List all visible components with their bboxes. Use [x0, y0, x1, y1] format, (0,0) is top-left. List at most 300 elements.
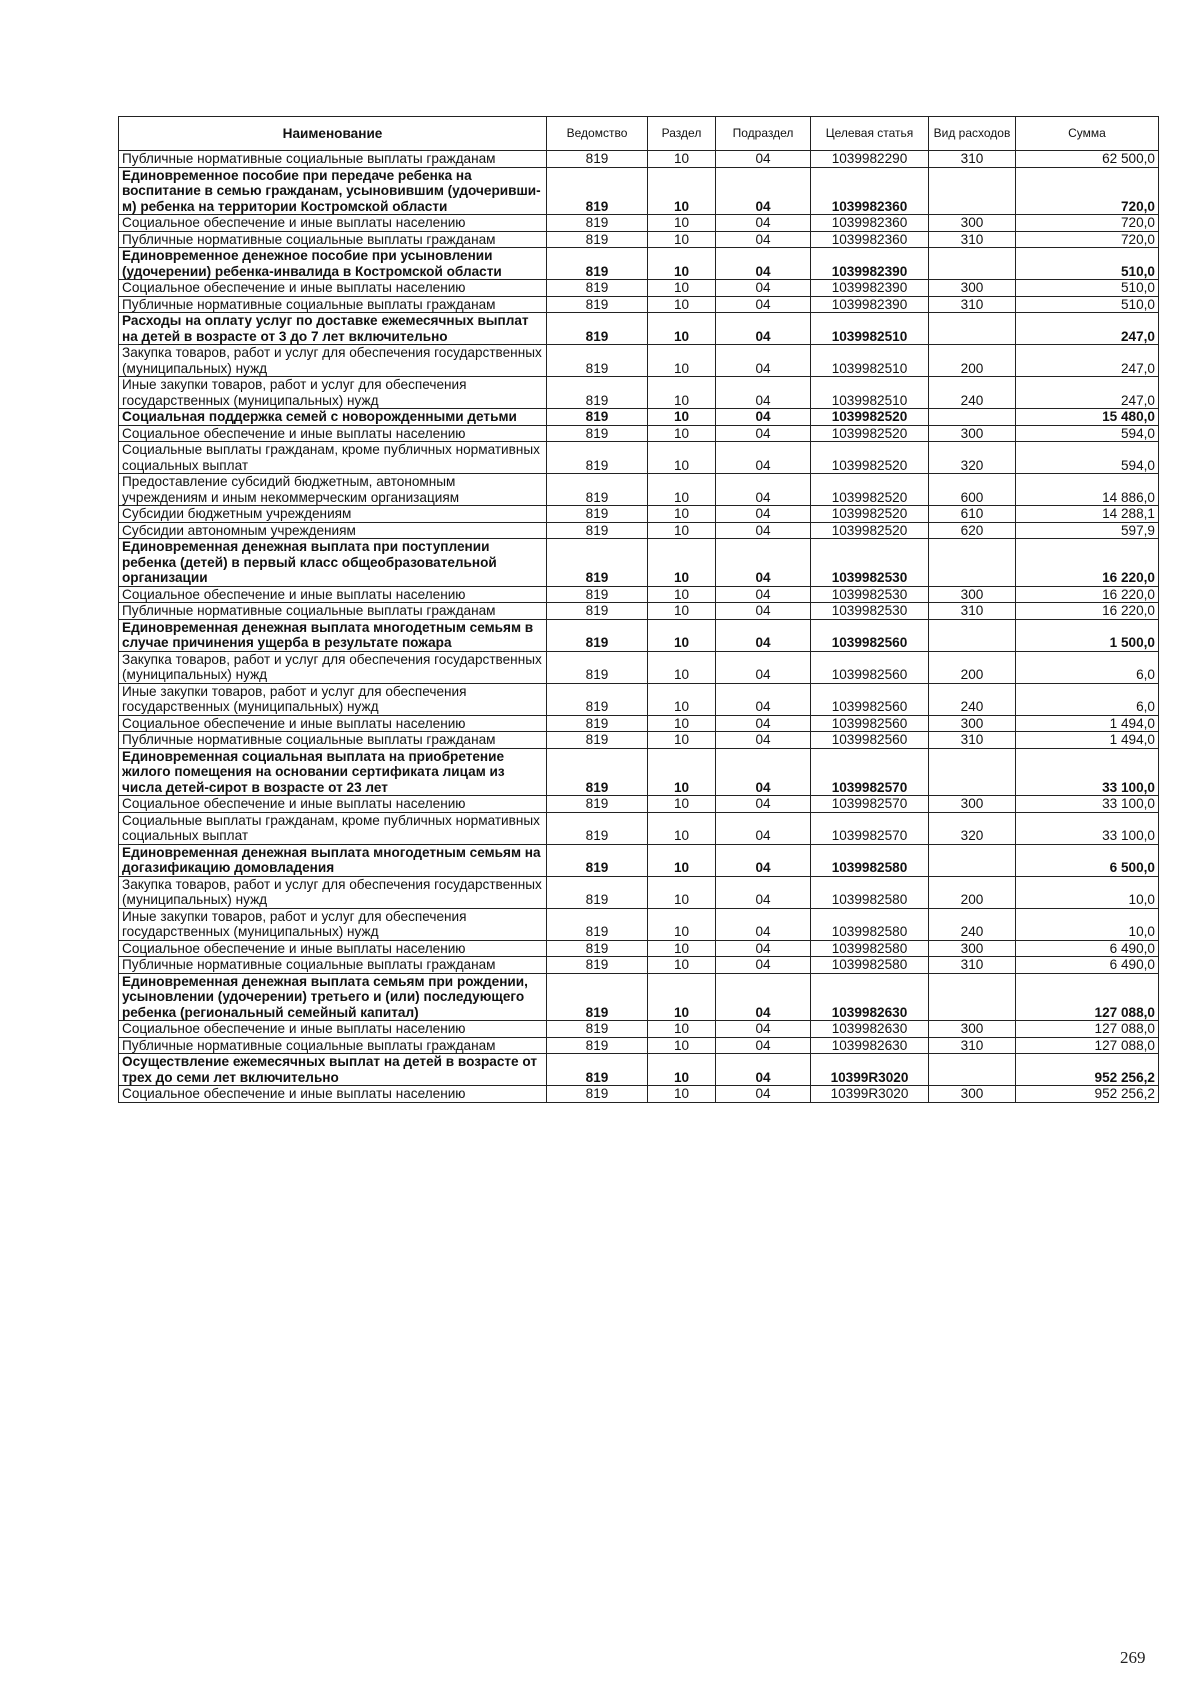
- cell-section: 10: [648, 1054, 716, 1086]
- table-row: [119, 973, 1159, 1021]
- cell-name: Социальные выплаты гражданам, кроме публичных нормативных социальных выплат: [119, 812, 547, 844]
- table-row: [119, 1054, 1159, 1086]
- cell-kind: 310: [929, 1037, 1016, 1054]
- cell-article: 1039982580: [811, 908, 929, 940]
- cell-dept: 819: [547, 425, 648, 442]
- cell-kind: [929, 619, 1016, 651]
- cell-kind: 300: [929, 940, 1016, 957]
- cell-article: 1039982560: [811, 683, 929, 715]
- cell-article: 1039982520: [811, 425, 929, 442]
- cell-kind: 300: [929, 280, 1016, 297]
- cell-name: Субсидии бюджетным учреждениям: [119, 506, 547, 523]
- table-header-row: [119, 117, 1159, 151]
- cell-section: 10: [648, 844, 716, 876]
- cell-sum: 33 100,0: [1016, 812, 1159, 844]
- cell-article: 1039982360: [811, 231, 929, 248]
- cell-section: 10: [648, 908, 716, 940]
- cell-kind: 620: [929, 522, 1016, 539]
- cell-dept: 819: [547, 973, 648, 1021]
- cell-article: 1039982510: [811, 345, 929, 377]
- cell-article: 1039982390: [811, 248, 929, 280]
- cell-subsection: 04: [716, 442, 811, 474]
- cell-article: 1039982530: [811, 603, 929, 620]
- cell-dept: 819: [547, 586, 648, 603]
- cell-sum: 127 088,0: [1016, 1021, 1159, 1038]
- cell-section: 10: [648, 442, 716, 474]
- cell-article: 1039982630: [811, 1037, 929, 1054]
- cell-dept: 819: [547, 1086, 648, 1103]
- cell-article: 1039982520: [811, 506, 929, 523]
- cell-section: 10: [648, 876, 716, 908]
- cell-name: Иные закупки товаров, работ и услуг для обеспечения государственных (муниципальных) нужд: [119, 377, 547, 409]
- cell-kind: 300: [929, 215, 1016, 232]
- cell-name: Осуществление ежемесячных выплат на детей в возрасте от трех до семи лет включительно: [119, 1054, 547, 1086]
- cell-sum: 33 100,0: [1016, 748, 1159, 796]
- cell-subsection: 04: [716, 1037, 811, 1054]
- cell-section: 10: [648, 1021, 716, 1038]
- cell-dept: 819: [547, 539, 648, 587]
- cell-section: 10: [648, 522, 716, 539]
- budget-table-sheet: [118, 116, 1158, 1103]
- cell-dept: 819: [547, 248, 648, 280]
- cell-name: Публичные нормативные социальные выплаты гражданам: [119, 603, 547, 620]
- cell-article: 10399R3020: [811, 1054, 929, 1086]
- cell-dept: 819: [547, 732, 648, 749]
- cell-name: Социальные выплаты гражданам, кроме публичных нормативных социальных выплат: [119, 442, 547, 474]
- table-row: [119, 651, 1159, 683]
- cell-article: 1039982530: [811, 586, 929, 603]
- cell-subsection: 04: [716, 377, 811, 409]
- table-row: [119, 796, 1159, 813]
- header-name: Наименование: [119, 117, 547, 151]
- cell-subsection: 04: [716, 844, 811, 876]
- cell-dept: 819: [547, 151, 648, 168]
- cell-subsection: 04: [716, 345, 811, 377]
- cell-sum: 127 088,0: [1016, 973, 1159, 1021]
- header-subsection: Подраздел: [716, 117, 811, 151]
- cell-section: 10: [648, 1086, 716, 1103]
- cell-name: Публичные нормативные социальные выплаты гражданам: [119, 151, 547, 168]
- cell-sum: 6 500,0: [1016, 844, 1159, 876]
- table-row: [119, 442, 1159, 474]
- cell-subsection: 04: [716, 908, 811, 940]
- cell-article: 1039982560: [811, 715, 929, 732]
- cell-article: 1039982570: [811, 812, 929, 844]
- cell-section: 10: [648, 796, 716, 813]
- cell-sum: 16 220,0: [1016, 586, 1159, 603]
- cell-dept: 819: [547, 409, 648, 426]
- cell-article: 1039982390: [811, 296, 929, 313]
- cell-sum: 6,0: [1016, 651, 1159, 683]
- table-row: [119, 683, 1159, 715]
- cell-name: Социальная поддержка семей с новорожденными детьми: [119, 409, 547, 426]
- cell-article: 1039982560: [811, 732, 929, 749]
- cell-sum: 1 500,0: [1016, 619, 1159, 651]
- cell-kind: 240: [929, 377, 1016, 409]
- cell-section: 10: [648, 748, 716, 796]
- cell-subsection: 04: [716, 1086, 811, 1103]
- cell-section: 10: [648, 377, 716, 409]
- cell-kind: [929, 973, 1016, 1021]
- cell-section: 10: [648, 474, 716, 506]
- header-article: Целевая статья: [811, 117, 929, 151]
- cell-kind: [929, 539, 1016, 587]
- cell-name: Социальное обеспечение и иные выплаты населению: [119, 940, 547, 957]
- table-row: [119, 506, 1159, 523]
- cell-article: 1039982290: [811, 151, 929, 168]
- cell-section: 10: [648, 715, 716, 732]
- table-row: [119, 1086, 1159, 1103]
- cell-subsection: 04: [716, 732, 811, 749]
- cell-kind: 300: [929, 425, 1016, 442]
- cell-kind: 310: [929, 957, 1016, 974]
- cell-dept: 819: [547, 522, 648, 539]
- cell-sum: 10,0: [1016, 908, 1159, 940]
- cell-name: Социальное обеспечение и иные выплаты населению: [119, 796, 547, 813]
- cell-kind: 300: [929, 715, 1016, 732]
- cell-sum: 510,0: [1016, 280, 1159, 297]
- cell-article: 1039982560: [811, 651, 929, 683]
- cell-name: Закупка товаров, работ и услуг для обеспечения государственных (муниципальных) нужд: [119, 345, 547, 377]
- cell-subsection: 04: [716, 940, 811, 957]
- cell-dept: 819: [547, 940, 648, 957]
- cell-article: 1039982580: [811, 876, 929, 908]
- cell-article: 1039982510: [811, 377, 929, 409]
- cell-sum: 15 480,0: [1016, 409, 1159, 426]
- cell-sum: 247,0: [1016, 377, 1159, 409]
- cell-section: 10: [648, 651, 716, 683]
- cell-article: 1039982630: [811, 973, 929, 1021]
- cell-dept: 819: [547, 908, 648, 940]
- cell-subsection: 04: [716, 215, 811, 232]
- cell-subsection: 04: [716, 957, 811, 974]
- table-row: [119, 715, 1159, 732]
- cell-subsection: 04: [716, 1054, 811, 1086]
- cell-kind: [929, 313, 1016, 345]
- cell-section: 10: [648, 345, 716, 377]
- cell-section: 10: [648, 280, 716, 297]
- cell-dept: 819: [547, 1037, 648, 1054]
- table-row: [119, 522, 1159, 539]
- cell-kind: [929, 167, 1016, 215]
- cell-name: Закупка товаров, работ и услуг для обеспечения государственных (муниципальных) нужд: [119, 651, 547, 683]
- table-row: [119, 1037, 1159, 1054]
- cell-article: 1039982510: [811, 313, 929, 345]
- cell-dept: 819: [547, 231, 648, 248]
- cell-name: Социальное обеспечение и иные выплаты населению: [119, 586, 547, 603]
- cell-section: 10: [648, 619, 716, 651]
- cell-subsection: 04: [716, 748, 811, 796]
- table-row: [119, 313, 1159, 345]
- table-row: [119, 151, 1159, 168]
- cell-kind: 240: [929, 908, 1016, 940]
- cell-section: 10: [648, 603, 716, 620]
- cell-article: 1039982570: [811, 796, 929, 813]
- cell-name: Социальное обеспечение и иные выплаты населению: [119, 280, 547, 297]
- cell-subsection: 04: [716, 313, 811, 345]
- cell-article: 1039982520: [811, 409, 929, 426]
- cell-sum: 62 500,0: [1016, 151, 1159, 168]
- cell-name: Социальное обеспечение и иные выплаты населению: [119, 425, 547, 442]
- cell-name: Публичные нормативные социальные выплаты гражданам: [119, 1037, 547, 1054]
- table-body: [119, 151, 1159, 1103]
- table-row: [119, 748, 1159, 796]
- table-row: [119, 876, 1159, 908]
- cell-dept: 819: [547, 442, 648, 474]
- cell-name: Предоставление субсидий бюджетным, автономным учреждениям и иным некоммерческим организациям: [119, 474, 547, 506]
- cell-dept: 819: [547, 1021, 648, 1038]
- cell-article: 10399R3020: [811, 1086, 929, 1103]
- cell-section: 10: [648, 957, 716, 974]
- cell-subsection: 04: [716, 231, 811, 248]
- cell-sum: 6 490,0: [1016, 957, 1159, 974]
- table-row: [119, 425, 1159, 442]
- cell-sum: 720,0: [1016, 167, 1159, 215]
- cell-article: 1039982580: [811, 940, 929, 957]
- cell-dept: 819: [547, 603, 648, 620]
- cell-dept: 819: [547, 215, 648, 232]
- cell-subsection: 04: [716, 973, 811, 1021]
- cell-name: Публичные нормативные социальные выплаты гражданам: [119, 957, 547, 974]
- cell-article: 1039982580: [811, 957, 929, 974]
- cell-subsection: 04: [716, 715, 811, 732]
- cell-dept: 819: [547, 651, 648, 683]
- table-row: [119, 296, 1159, 313]
- cell-kind: [929, 844, 1016, 876]
- cell-kind: [929, 248, 1016, 280]
- cell-kind: 300: [929, 586, 1016, 603]
- cell-sum: 247,0: [1016, 313, 1159, 345]
- cell-subsection: 04: [716, 474, 811, 506]
- cell-section: 10: [648, 506, 716, 523]
- cell-section: 10: [648, 586, 716, 603]
- table-row: [119, 167, 1159, 215]
- cell-name: Публичные нормативные социальные выплаты гражданам: [119, 231, 547, 248]
- cell-name: Иные закупки товаров, работ и услуг для обеспечения государственных (муниципальных) нужд: [119, 908, 547, 940]
- cell-article: 1039982520: [811, 474, 929, 506]
- cell-section: 10: [648, 167, 716, 215]
- cell-sum: 720,0: [1016, 231, 1159, 248]
- cell-sum: 594,0: [1016, 425, 1159, 442]
- cell-section: 10: [648, 812, 716, 844]
- cell-sum: 510,0: [1016, 296, 1159, 313]
- cell-name: Единовременное денежное пособие при усыновлении (удочерении) ребенка-инвалида в Костромской области: [119, 248, 547, 280]
- cell-name: Публичные нормативные социальные выплаты гражданам: [119, 296, 547, 313]
- cell-dept: 819: [547, 876, 648, 908]
- cell-kind: 200: [929, 651, 1016, 683]
- cell-kind: [929, 1054, 1016, 1086]
- cell-name: Единовременное пособие при передаче ребенка на воспитание в семью гражданам, усыновившим (удочерившим) ребенка на территории Костромской области: [119, 167, 547, 215]
- cell-sum: 1 494,0: [1016, 715, 1159, 732]
- page-number: 269: [1120, 1648, 1146, 1667]
- cell-dept: 819: [547, 167, 648, 215]
- cell-section: 10: [648, 409, 716, 426]
- cell-name: Единовременная денежная выплата многодетным семьям на догазификацию домовладения: [119, 844, 547, 876]
- cell-subsection: 04: [716, 683, 811, 715]
- cell-section: 10: [648, 425, 716, 442]
- cell-article: 1039982390: [811, 280, 929, 297]
- cell-subsection: 04: [716, 409, 811, 426]
- table-row: [119, 377, 1159, 409]
- table-row: [119, 474, 1159, 506]
- cell-name: Закупка товаров, работ и услуг для обеспечения государственных (муниципальных) нужд: [119, 876, 547, 908]
- cell-dept: 819: [547, 313, 648, 345]
- cell-subsection: 04: [716, 586, 811, 603]
- budget-table: [118, 116, 1159, 1103]
- cell-section: 10: [648, 151, 716, 168]
- cell-section: 10: [648, 973, 716, 1021]
- cell-name: Расходы на оплату услуг по доставке ежемесячных выплат на детей в возрасте от 3 до 7 лет включительно: [119, 313, 547, 345]
- cell-section: 10: [648, 683, 716, 715]
- cell-article: 1039982360: [811, 215, 929, 232]
- cell-kind: 310: [929, 231, 1016, 248]
- table-row: [119, 345, 1159, 377]
- cell-article: 1039982360: [811, 167, 929, 215]
- table-row: [119, 215, 1159, 232]
- cell-sum: 16 220,0: [1016, 603, 1159, 620]
- cell-section: 10: [648, 215, 716, 232]
- cell-kind: 610: [929, 506, 1016, 523]
- cell-section: 10: [648, 296, 716, 313]
- cell-kind: 240: [929, 683, 1016, 715]
- cell-subsection: 04: [716, 506, 811, 523]
- cell-article: 1039982570: [811, 748, 929, 796]
- cell-article: 1039982630: [811, 1021, 929, 1038]
- cell-dept: 819: [547, 296, 648, 313]
- cell-sum: 597,9: [1016, 522, 1159, 539]
- cell-kind: 600: [929, 474, 1016, 506]
- header-kind: Вид расходов: [929, 117, 1016, 151]
- cell-subsection: 04: [716, 651, 811, 683]
- cell-sum: 1 494,0: [1016, 732, 1159, 749]
- cell-kind: 310: [929, 151, 1016, 168]
- cell-sum: 594,0: [1016, 442, 1159, 474]
- cell-sum: 10,0: [1016, 876, 1159, 908]
- cell-subsection: 04: [716, 248, 811, 280]
- cell-subsection: 04: [716, 151, 811, 168]
- cell-subsection: 04: [716, 167, 811, 215]
- cell-subsection: 04: [716, 619, 811, 651]
- cell-subsection: 04: [716, 796, 811, 813]
- cell-sum: 6 490,0: [1016, 940, 1159, 957]
- cell-name: Иные закупки товаров, работ и услуг для обеспечения государственных (муниципальных) нужд: [119, 683, 547, 715]
- cell-kind: 300: [929, 1086, 1016, 1103]
- cell-name: Социальное обеспечение и иные выплаты населению: [119, 215, 547, 232]
- cell-dept: 819: [547, 345, 648, 377]
- table-row: [119, 908, 1159, 940]
- cell-name: Социальное обеспечение и иные выплаты населению: [119, 1086, 547, 1103]
- cell-dept: 819: [547, 844, 648, 876]
- cell-name: Социальное обеспечение и иные выплаты населению: [119, 1021, 547, 1038]
- table-row: [119, 844, 1159, 876]
- cell-name: Публичные нормативные социальные выплаты гражданам: [119, 732, 547, 749]
- table-row: [119, 231, 1159, 248]
- cell-dept: 819: [547, 796, 648, 813]
- cell-article: 1039982530: [811, 539, 929, 587]
- table-row: [119, 732, 1159, 749]
- cell-name: Субсидии автономным учреждениям: [119, 522, 547, 539]
- cell-subsection: 04: [716, 280, 811, 297]
- cell-name: Единовременная денежная выплата многодетным семьям в случае причинения ущерба в результате пожара: [119, 619, 547, 651]
- cell-sum: 16 220,0: [1016, 539, 1159, 587]
- cell-section: 10: [648, 1037, 716, 1054]
- table-row: [119, 280, 1159, 297]
- table-row: [119, 248, 1159, 280]
- cell-kind: 310: [929, 732, 1016, 749]
- cell-section: 10: [648, 248, 716, 280]
- cell-kind: 200: [929, 876, 1016, 908]
- cell-article: 1039982580: [811, 844, 929, 876]
- cell-sum: 720,0: [1016, 215, 1159, 232]
- cell-name: Единовременная денежная выплата семьям при рождении, усыновлении (удочерении) третьего и (или) последующего ребенка (региональный семейный капитал): [119, 973, 547, 1021]
- table-row: [119, 957, 1159, 974]
- cell-sum: 127 088,0: [1016, 1037, 1159, 1054]
- cell-kind: 200: [929, 345, 1016, 377]
- cell-subsection: 04: [716, 1021, 811, 1038]
- header-sum: Сумма: [1016, 117, 1159, 151]
- cell-dept: 819: [547, 957, 648, 974]
- cell-kind: 310: [929, 296, 1016, 313]
- cell-subsection: 04: [716, 603, 811, 620]
- cell-dept: 819: [547, 377, 648, 409]
- cell-sum: 510,0: [1016, 248, 1159, 280]
- cell-dept: 819: [547, 1054, 648, 1086]
- cell-sum: 6,0: [1016, 683, 1159, 715]
- table-row: [119, 586, 1159, 603]
- cell-article: 1039982560: [811, 619, 929, 651]
- table-row: [119, 603, 1159, 620]
- cell-section: 10: [648, 313, 716, 345]
- table-row: [119, 812, 1159, 844]
- cell-dept: 819: [547, 619, 648, 651]
- cell-article: 1039982520: [811, 522, 929, 539]
- cell-subsection: 04: [716, 296, 811, 313]
- cell-subsection: 04: [716, 425, 811, 442]
- table-row: [119, 539, 1159, 587]
- cell-name: Единовременная социальная выплата на приобретение жилого помещения на основании сертификата лицам из числа детей-сирот в возрасте от 23 лет: [119, 748, 547, 796]
- cell-sum: 33 100,0: [1016, 796, 1159, 813]
- cell-dept: 819: [547, 474, 648, 506]
- cell-kind: 300: [929, 1021, 1016, 1038]
- cell-sum: 14 288,1: [1016, 506, 1159, 523]
- cell-kind: 300: [929, 796, 1016, 813]
- table-row: [119, 940, 1159, 957]
- cell-kind: [929, 748, 1016, 796]
- cell-kind: [929, 409, 1016, 426]
- cell-section: 10: [648, 940, 716, 957]
- cell-kind: 320: [929, 812, 1016, 844]
- cell-section: 10: [648, 732, 716, 749]
- table-row: [119, 1021, 1159, 1038]
- cell-dept: 819: [547, 683, 648, 715]
- cell-kind: 320: [929, 442, 1016, 474]
- table-row: [119, 619, 1159, 651]
- cell-name: Социальное обеспечение и иные выплаты населению: [119, 715, 547, 732]
- cell-section: 10: [648, 231, 716, 248]
- cell-dept: 819: [547, 506, 648, 523]
- cell-subsection: 04: [716, 812, 811, 844]
- cell-sum: 14 886,0: [1016, 474, 1159, 506]
- cell-dept: 819: [547, 812, 648, 844]
- table-row: [119, 409, 1159, 426]
- cell-subsection: 04: [716, 539, 811, 587]
- cell-sum: 952 256,2: [1016, 1086, 1159, 1103]
- cell-subsection: 04: [716, 876, 811, 908]
- cell-dept: 819: [547, 748, 648, 796]
- cell-subsection: 04: [716, 522, 811, 539]
- cell-sum: 247,0: [1016, 345, 1159, 377]
- cell-sum: 952 256,2: [1016, 1054, 1159, 1086]
